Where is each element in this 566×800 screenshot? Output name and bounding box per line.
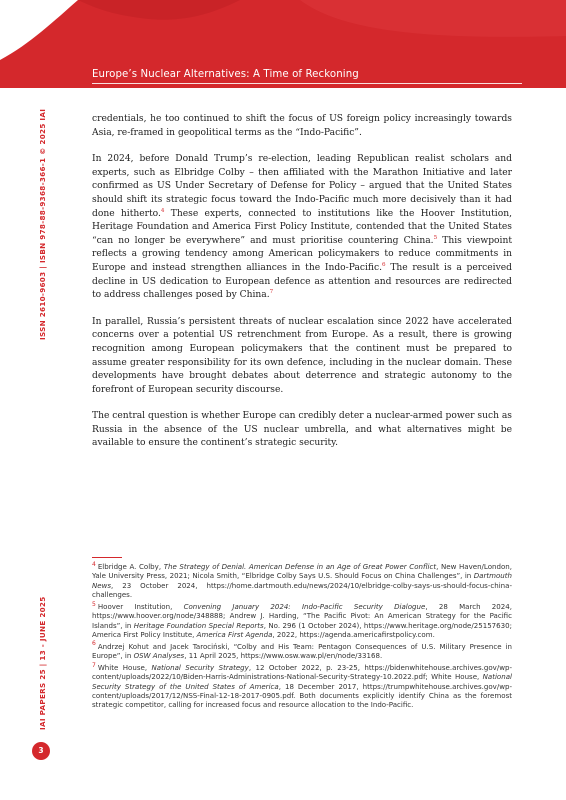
sidebar-issn xyxy=(38,108,50,340)
footnote-link[interactable]: , 12 October 2022, p. 23-25, https://bidenwhitehouse.archives.gov/wp-content/uploads/2022/10/Biden-Harris-Administrations-National-Security-Strategy-10.2022.pdf; White House, xyxy=(92,662,512,682)
footnote-text: Elbridge A. Colby, xyxy=(97,562,164,571)
paragraph-2 xyxy=(92,153,512,303)
header-band xyxy=(0,0,566,88)
footnote-title: National Security Strategy xyxy=(151,662,249,672)
paragraph-2-part-a: In 2024, before Donald Trump’s re-election, leading Republican realist scholars and experts, such as Elbridge Colby – then affiliated with the Marathon Initiative and later confirmed as US Under Secretary of Defense for Policy – argued that the United States should shift its strategic focus toward the Indo-Pacific much more decisively than it had done hitherto. xyxy=(92,154,512,219)
footnote-link[interactable]: , 28 March 2024, https://www.hoover.org/node/348888; Andrew J. Harding, “The Pacific Pivot: An American Strategy for the Pacific Islands”, in xyxy=(92,601,512,630)
footnote-text: Hoover Institution, xyxy=(97,601,184,611)
footnote-text: , New Haven/London, Yale University Press, 2021; Nicola Smith, “Elbridge Colby Says U.S. Should Focus on China Challenges”, in xyxy=(92,562,512,581)
page-number: 3 xyxy=(32,742,50,760)
footnote-link[interactable]: , 11 April 2025, https://www.osw.waw.pl/en/node/33168. xyxy=(184,651,383,661)
paragraph-2-part-d: The result is a perceived decline in US dedication to European defence as attention and resources are redirected to address challenges posed by China. xyxy=(92,262,512,301)
footnote-ref-6[interactable]: 6 xyxy=(382,261,386,268)
footnote-ref-4[interactable]: 4 xyxy=(160,207,165,214)
header-rule xyxy=(92,83,522,84)
footnote-number: 5 xyxy=(92,600,96,608)
footnote-text: White House, xyxy=(97,662,152,672)
paragraph-2-part-b: These experts, connected to institutions like the Hoover Institution, Heritage Foundation and America First Policy Institute, contended that the United States “can no longer be everywhere” and must prioritise countering China. xyxy=(92,208,512,246)
footnote-ref-5[interactable]: 5 xyxy=(433,234,438,241)
footnote-title: National Security Strategy of the United States of America xyxy=(92,672,512,691)
sidebar-issn-text: ISSN 2610-9603 | ISBN 978-88-9368-366-1 © 2025 IAI xyxy=(38,108,47,340)
paragraph-4: The central question is whether Europe can credibly deter a nuclear-armed power such as Russia in the absence of the US nuclear umbrella, and what alternatives might be available to ensure the continent’s strategic security. xyxy=(92,411,512,449)
footnotes xyxy=(92,562,512,712)
running-header-title: Europe’s Nuclear Alternatives: A Time of Reckoning xyxy=(92,69,359,80)
footnote-title: America First Agenda xyxy=(196,629,273,639)
footnote-title: Dartmouth News xyxy=(92,571,512,590)
footnote-link[interactable]: , 18 December 2017, https://trumpwhitehouse.archives.gov/wp-content/uploads/2017/12/NSS-Final-12-18-2017-0905.pdf. Both documents explicitly identify China as the foremost strategic competitor, calling for increased focus and resource allocation to the Indo-Pacific. xyxy=(92,681,512,710)
footnote-title: The Strategy of Denial. American Defense in an Age of Great Power Conflict xyxy=(163,562,437,571)
footnote-link[interactable]: , 23 October 2024, https://home.dartmouth.edu/news/2024/10/elbridge-colby-says-us-should-focus-china-challenges. xyxy=(92,580,512,600)
footnote-link[interactable]: , No. 296 (1 October 2024), https://www.heritage.org/node/25157630; America First Policy Institute, xyxy=(92,620,512,639)
body-text xyxy=(92,113,512,464)
paragraph-2-part-c: This viewpoint reflects a growing tendency among American policymakers to reduce commitments in Europe and instead strengthen alliances in the Indo-Pacific. xyxy=(92,235,512,273)
sidebar-series xyxy=(38,540,50,730)
footnote-text: Andrzej Kohut and Jacek Tarociński, “Colby and His Team: Pentagon Consequences of U.S. Military Presence in Europe”, in xyxy=(92,641,512,661)
footnote-5 xyxy=(92,602,512,639)
paragraph-1: credentials, he too continued to shift the focus of US foreign policy increasingly towards Asia, re-framed in geopolitical terms as the “Indo-Pacific”. xyxy=(92,114,512,138)
footnote-ref-7[interactable]: 7 xyxy=(269,289,274,296)
footnote-link[interactable]: , 2022, https://agenda.americafirstpolicy.com. xyxy=(272,629,435,639)
footnote-separator xyxy=(92,557,122,558)
footnote-6 xyxy=(92,642,512,661)
footnote-4 xyxy=(92,562,512,599)
footnote-title: Convening January 2024: Indo-Pacific Security Dialogue xyxy=(183,601,426,611)
footnote-number: 6 xyxy=(92,640,96,648)
paragraph-3: In parallel, Russia’s persistent threats of nuclear escalation since 2022 have accelerated concerns over a potential US retrenchment from Europe. As a result, there is growing recognition among European policymakers that the continent must be prepared to assume greater responsibility for its own defence, including in the nuclear domain. These developments have brought debates about deterrence and strategic autonomy to the forefront of European security discourse. xyxy=(92,316,512,395)
footnote-7 xyxy=(92,663,512,710)
footnote-number: 7 xyxy=(92,661,96,669)
footnote-number: 4 xyxy=(92,560,96,568)
sidebar-series-text: IAI PAPERS 25 | 13 - JUNE 2025 xyxy=(38,596,47,730)
footnote-title: OSW Analyses xyxy=(133,651,185,661)
footnote-title: Heritage Foundation Special Reports xyxy=(133,620,264,630)
